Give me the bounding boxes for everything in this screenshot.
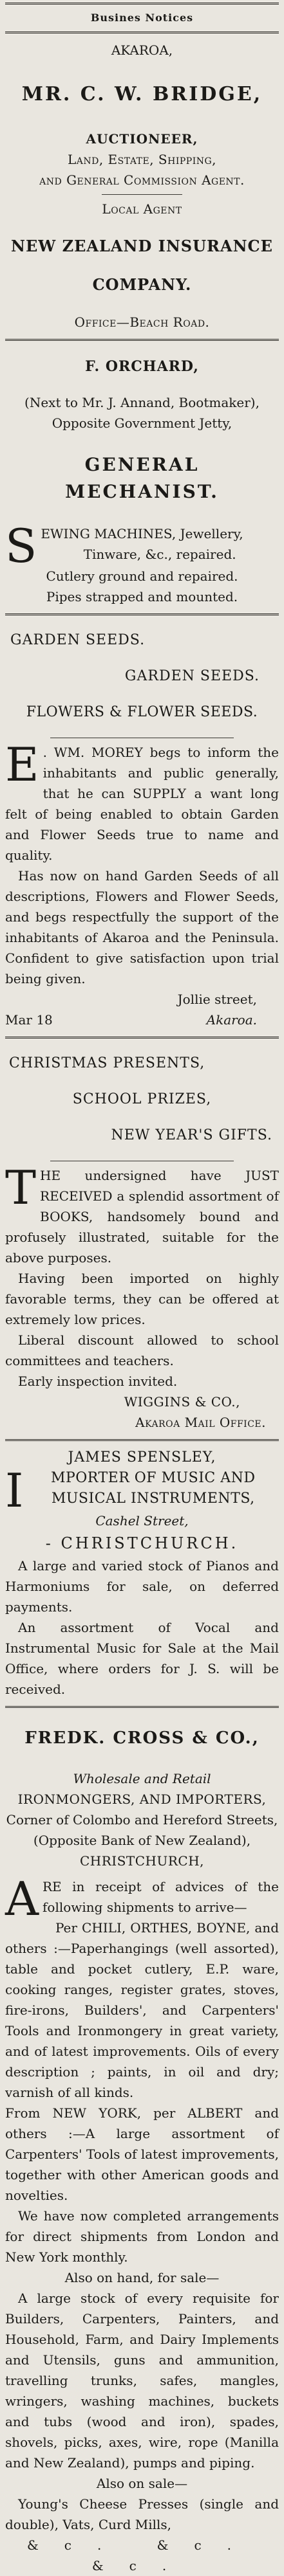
agent-label: Local Agent <box>102 201 182 217</box>
city: CHRISTCHURCH, <box>79 1853 204 1869</box>
address-line: (Next to Mr. J. Annand, Bootmaker), <box>24 395 260 410</box>
rule <box>5 1439 279 1441</box>
drop-cap: A <box>5 1872 39 1926</box>
headline: SCHOOL PRIZES, <box>72 1091 212 1107</box>
subtitle: IRONMONGERS, AND IMPORTERS, <box>17 1791 267 1807</box>
rule <box>5 613 279 615</box>
street: Jollie street, <box>177 992 257 1007</box>
body-paragraph: Having been imported on highly favorable terms, they can be offered at extremely low prices. <box>5 1271 279 1327</box>
rule <box>5 339 279 341</box>
rule <box>5 1706 279 1708</box>
body-paragraph: Per CHILI, ORTHES, BOYNE, and others :—Paperhangings (well assorted), table and pocket cutlery, E.P. ware, cooking ranges, register grates, stoves, fire-irons, Builders', and Carpenters' Tools and Ironmongery in great variety, and of latest improvements. Oils of every description ; paints, in oil and dry; varnish of all kinds. <box>5 1920 279 2100</box>
body-paragraph: HE undersigned have JUST RECEIVED a splendid assortment of BOOKS, handsomely bound and profusely illustrated, suitable for the above purposes. <box>5 1168 279 1265</box>
body-paragraph: . WM. MOREY begs to inform the inhabitants and public generally, that he can SUPPLY a want long felt of being enabled to obtain Garden and Flower Seeds true to name and quality. <box>5 745 279 863</box>
dateline <box>5 1010 279 1030</box>
services-line: Land, Estate, Shipping, <box>67 152 217 167</box>
body-paragraph: RE in receipt of advices of the following shipments to arrive— <box>43 1879 279 1915</box>
city: - CHRISTCHURCH. <box>45 1534 239 1552</box>
body-paragraph: Young's Cheese Presses (single and double), Vats, Curd Mills, <box>5 2496 279 2532</box>
body-paragraph: From NEW YORK, per ALBERT and others :—A large assortment of Carpenters' Tools of latest improvements, together with other American goods and novelties. <box>5 2105 279 2203</box>
advertiser-name: FREDK. CROSS & CO., <box>24 1728 260 1748</box>
advertiser-name: MR. C. W. BRIDGE, <box>21 83 263 105</box>
top-rule <box>5 3 279 5</box>
place: AKAROA, <box>111 42 173 58</box>
headline: FLOWERS & FLOWER SEEDS. <box>26 704 258 720</box>
body-paragraph: An assortment of Vocal and Instrumental Music for Sale at the Mail Office, where orders for J. S. will be received. <box>5 1620 279 1697</box>
body-paragraph: Has now on hand Garden Seeds of all descriptions, Flowers and Flower Seeds, and begs respectfully the support of the inhabitants of Akaroa and the Peninsula. Confident to give satisfaction upon trial being given. <box>5 868 279 986</box>
office: Akaroa Mail Office. <box>135 1415 266 1430</box>
company-name: NEW ZEALAND INSURANCE <box>11 237 273 255</box>
headline: CHRISTMAS PRESENTS, <box>9 1055 205 1071</box>
body-paragraph: Liberal discount allowed to school committees and teachers. <box>5 1332 279 1368</box>
spensley-notice <box>5 1447 279 1700</box>
advertiser-name: F. ORCHARD, <box>85 358 199 375</box>
headline: NEW YEAR'S GIFTS. <box>111 1127 272 1143</box>
rule <box>5 32 279 33</box>
cross-notice <box>5 1725 279 2576</box>
address-line: Corner of Colombo and Hereford Streets, <box>6 1812 278 1828</box>
bridge-notice <box>5 40 279 332</box>
town: Akaroa. <box>206 1012 257 1028</box>
morey-notice <box>5 630 279 1030</box>
address-line: Opposite Government Jetty, <box>52 415 232 431</box>
body-paragraph: A large stock of every requisite for Builders, Carpenters, Painters, and Household, Farm, and Dairy Implements and Utensils, guns and ammunition, travelling trunks, safes, mangles, wringers, washing machines, buckets and tubs (wood and iron), spades, shovels, picks, axes, wire, rope (Manilla and New Zealand), pumps and piping. <box>5 2290 279 2471</box>
headline: GARDEN SEEDS. <box>10 632 146 648</box>
headline: GARDEN SEEDS. <box>124 668 260 684</box>
drop-cap: I <box>5 1464 24 1518</box>
body-paragraph: Early inspection invited. <box>18 1374 178 1389</box>
drop-cap: S <box>5 519 37 573</box>
drop-cap: E <box>5 738 39 792</box>
section-heading: Busines Notices <box>90 12 194 24</box>
business-title: MPORTER OF MUSIC AND MUSICAL INSTRUMENTS, <box>50 1470 256 1507</box>
services-line: and General Commission Agent. <box>39 172 245 188</box>
street: Cashel Street, <box>95 1513 189 1528</box>
signature: WIGGINS & CO., <box>124 1394 240 1410</box>
closing-etc: &c. &c. &c. <box>26 2537 258 2573</box>
wiggins-notice <box>5 1053 279 1433</box>
orchard-notice <box>5 355 279 607</box>
office-address: Office—Beach Road. <box>74 314 210 330</box>
service-line: Cutlery ground and repaired. <box>46 568 238 584</box>
drop-cap: T <box>5 1161 37 1215</box>
body-paragraph: Also on sale— <box>96 2476 188 2491</box>
subtitle: Wholesale and Retail <box>73 1771 211 1786</box>
divider <box>102 194 182 195</box>
advertiser-name: JAMES SPENSLEY, <box>68 1449 216 1465</box>
trade-title: GENERAL MECHANIST. <box>65 454 219 502</box>
service-line: Pipes strapped and mounted. <box>46 589 238 604</box>
date: Mar 18 <box>5 1012 53 1028</box>
newspaper-column <box>5 0 279 2576</box>
service-line: EWING MACHINES, Jewellery, <box>41 526 243 541</box>
rule <box>5 1037 279 1039</box>
service-line: Tinware, &c., repaired. <box>83 547 236 562</box>
body-paragraph: A large and varied stock of Pianos and Harmoniums for sale, on deferred payments. <box>5 1558 279 1615</box>
address-line: (Opposite Bank of New Zealand), <box>33 1833 251 1848</box>
company-name: COMPANY. <box>92 275 192 294</box>
role: AUCTIONEER, <box>86 131 198 147</box>
body-paragraph: Also on hand, for sale— <box>64 2270 220 2285</box>
body-paragraph: We have now completed arrangements for direct shipments from London and New York monthly. <box>5 2208 279 2265</box>
